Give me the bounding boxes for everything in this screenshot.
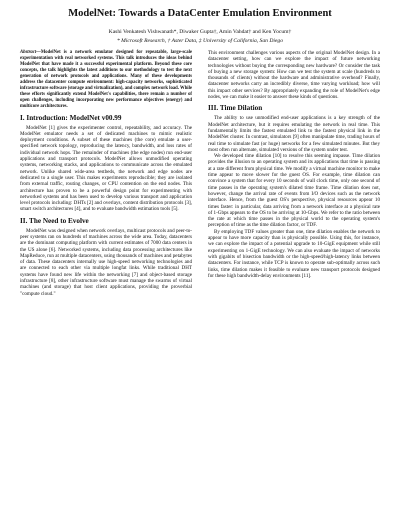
section-heading-need-to-evolve: II. The Need to Evolve (20, 216, 89, 225)
section-heading-time-dilation: III. Time Dilation (208, 104, 263, 113)
section-paragraph: ModelNet [1] gives the experimenter control, repeatability, and accuracy. The ModelNet emulator needs a set of dedicated machines to mimic realistic deployment conditions. A subset of these machines (the core) emulate a user-specified network topology, reproducing the latency, bandwidth, and loss rates of individual network hops. The remainder of machines (the edge nodes) run end-user applications and transport protocols. ModelNet allows unmodified operating systems, networking stacks, and applications to communicate across the emulated network. Unlike shared wide-area testbeds, the network and edge nodes are dedicated to a single user. This makes experiments reproducible; they are isolated from external traffic, routing changes, or CPU contention on the end nodes. This architecture has proven to be a powerful design point for experimenting with networked systems and has been used to develop various transport and application level protocols including: DHTs [2] and overlays, content distribution protocols [3], smart switch architectures [4], and to evaluate bandwidth estimation tools [5]. (20, 124, 192, 213)
section-paragraph: ModelNet was designed when network overlays, multicast protocols and peer-to-peer systems ran on hundreds of machines across the wide area. Today, datacenters are the dominant computing platform with current estimates of 7000 data centers in the US alone [6]. Networked systems, including data processing architectures like MapReduce, run at multiple datacenters, using thousands of machines and petabytes of data. These datacenters internally use high-speed networking technologies and are connected to each other via multiple longfat links. While traditional DHT systems have found new life within the networking [7] and object-based storage infrastructure [8], other infrastructure software must manage the swarms of virtual machines (and storage) that host client applications, providing the proverbial "compute cloud." (20, 227, 192, 297)
abstract-label: Abstract— (20, 50, 41, 55)
section-paragraph: The ability to use unmodified end-user applications is a key strength of the ModelNet architecture, but it requires emulating the network in real time. This fundamentally limits the fastest emulated link to the fastest physical link in the ModelNet cluster. In contrast, simulators [9] often manipulate time, trading hours of real time to simulate fast (or huge) networks for a few simulated minutes. But they most often run alternate, simulated versions of the system under test. (208, 115, 380, 153)
right-column (208, 50, 380, 279)
section-paragraph: This environment challenges various aspects of the original ModelNet design. In a datacenter setting, how can we explore the impact of future networking technologies without buying the corresponding new hardware? Or consider the task of buying a new storage system: How can we test the system at scale (hundreds to thousands of clients) without the hardware and administrative overhead? Finally, datacenter networks carry an incredibly diverse, time varying workload; how will this impact other services? By appropriately expanding the role of ModelNet's edge nodes, we can make it easier to answer these kinds of questions. (208, 50, 380, 101)
left-column (20, 50, 192, 297)
paper-title: ModelNet: Towards a DataCenter Emulation Environment (68, 8, 332, 19)
abstract-text: ModelNet is a network emulator designed for repeatable, large-scale experimentation with real networked systems. This talk introduces the ideas behind ModelNet that have made it a successful experimental platform. Beyond these core concepts, the talk highlights the latest additions to our methodology to test the next generation of network protocols and applications. Many of these developments address the datacenter compute environment: high-capacity networks, sophisticated infrastructure software (storage and virtualization), and complex network load. While these efforts significantly extend ModelNet's capabilities, there remain a number of open challenges, including incorporating new performance objectives (energy) and multicore architectures. (20, 50, 192, 109)
section-paragraph: We developed time dilation [10] to resolve this seeming impasse. Time dilation provides the illusion to an operating system and its applications that time is passing at a rate different from physical time. We modify a virtual machine monitor to make time appear to move slower for the guest OS. For example, time dilation can convince a system that for every 10 seconds of wall clock time, only one second of time passes in the operating system's dilated time frame. Time dilation does not, however, change the arrival rate of events from I/O devices such as the network interface. Hence, from the guest OS's perspective, physical resources appear 10 times faster: in particular, data arriving from a network interface at a physical rate of 1-Gbps appears to the OS to be arriving at 10-Gbps. We refer to the ratio between the rate at which time passes in the physical world to the operating system's perception of time as the time dilation factor, or TDF. (208, 153, 380, 229)
author-list: Kashi Venkatesh Vishwanath*, Diwaker Gupta†, Amin Vahdat† and Ken Yocum† (108, 29, 292, 35)
section-heading-introduction: I. Introduction: ModelNet v00.99 (20, 113, 122, 122)
abstract (20, 50, 192, 110)
affiliation-list: * Microsoft Research, † Aster Data, ‡ University of California, San Diego (116, 38, 284, 44)
section-paragraph: By employing TDF values greater than one, time dilation enables the network to appear to have more capacity than is physically possible. Using this, for instance, we can explore the impact of a potential upgrade to 10-GigE equipment while still experimenting on 1-GigE technology. We can also evaluate the impact of networks with gigabits of bisection bandwidth or the high-speed/high-latency links between datacenters. For instance, while TCP is known to operate sub-optimally across such links, time dilation makes it feasible to evaluate new transport protocols designed for these high bandwidth-delay environments [11]. (208, 228, 380, 279)
